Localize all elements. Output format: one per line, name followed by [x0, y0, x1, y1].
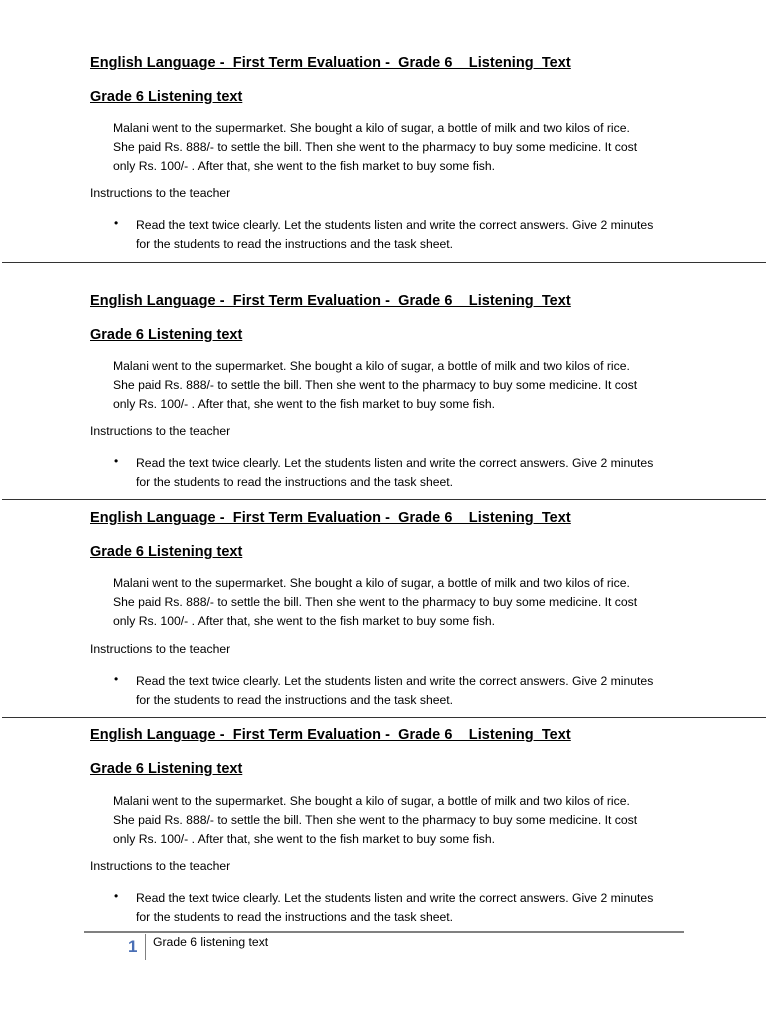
section-subtitle: Grade 6 Listening text: [90, 89, 243, 105]
instructions-label: Instructions to the teacher: [90, 424, 231, 438]
footer-rule: [84, 931, 684, 933]
instructions-label: Instructions to the teacher: [90, 642, 231, 656]
listening-passage: Malani went to the supermarket. She bought a kilo of sugar, a bottle of milk and two kilos of rice. She paid Rs. 888/- to settle the bill. Then she went to the pharmacy to buy some medicine. It cost only Rs. 100/- . After that, she went to the fish market to buy some fish.: [113, 576, 638, 628]
section-separator: [2, 499, 766, 500]
instructions-label: Instructions to the teacher: [90, 186, 231, 200]
bullet-icon: •: [114, 216, 119, 230]
listening-passage: Malani went to the supermarket. She bought a kilo of sugar, a bottle of milk and two kilos of rice. She paid Rs. 888/- to settle the bill. Then she went to the pharmacy to buy some medicine. It cost only Rs. 100/- . After that, she went to the fish market to buy some fish.: [113, 121, 638, 173]
footer-divider: [145, 934, 146, 960]
section-separator: [2, 262, 766, 263]
instruction-bullet-text: Read the text twice clearly. Let the students listen and write the correct answers. Give 2 minutes for the students to read the instructions and the task sheet.: [136, 674, 654, 707]
listening-passage: Malani went to the supermarket. She bought a kilo of sugar, a bottle of milk and two kilos of rice. She paid Rs. 888/- to settle the bill. Then she went to the pharmacy to buy some medicine. It cost only Rs. 100/- . After that, she went to the fish market to buy some fish.: [113, 794, 638, 846]
footer-text: Grade 6 listening text: [153, 935, 269, 949]
bullet-icon: •: [114, 889, 119, 903]
section-separator: [2, 717, 766, 718]
instruction-bullet-text: Read the text twice clearly. Let the students listen and write the correct answers. Give 2 minutes for the students to read the instructions and the task sheet.: [136, 218, 654, 251]
instructions-label: Instructions to the teacher: [90, 859, 231, 873]
listening-passage: Malani went to the supermarket. She bought a kilo of sugar, a bottle of milk and two kilos of rice. She paid Rs. 888/- to settle the bill. Then she went to the pharmacy to buy some medicine. It cost only Rs. 100/- . After that, she went to the fish market to buy some fish.: [113, 359, 638, 411]
section-subtitle: Grade 6 Listening text: [90, 544, 243, 560]
bullet-icon: •: [114, 454, 119, 468]
instruction-bullet-text: Read the text twice clearly. Let the students listen and write the correct answers. Give 2 minutes for the students to read the instructions and the task sheet.: [136, 891, 654, 924]
document-title: English Language - First Term Evaluation - Grade 6 Listening Text: [90, 55, 571, 71]
instruction-bullet-text: Read the text twice clearly. Let the students listen and write the correct answers. Give 2 minutes for the students to read the instructions and the task sheet.: [136, 456, 654, 489]
document-title: English Language - First Term Evaluation - Grade 6 Listening Text: [90, 727, 571, 743]
document-title: English Language - First Term Evaluation - Grade 6 Listening Text: [90, 510, 571, 526]
document-title: English Language - First Term Evaluation - Grade 6 Listening Text: [90, 293, 571, 309]
bullet-icon: •: [114, 672, 119, 686]
footer-page-number: 1: [128, 937, 138, 956]
section-subtitle: Grade 6 Listening text: [90, 327, 243, 343]
section-subtitle: Grade 6 Listening text: [90, 761, 243, 777]
